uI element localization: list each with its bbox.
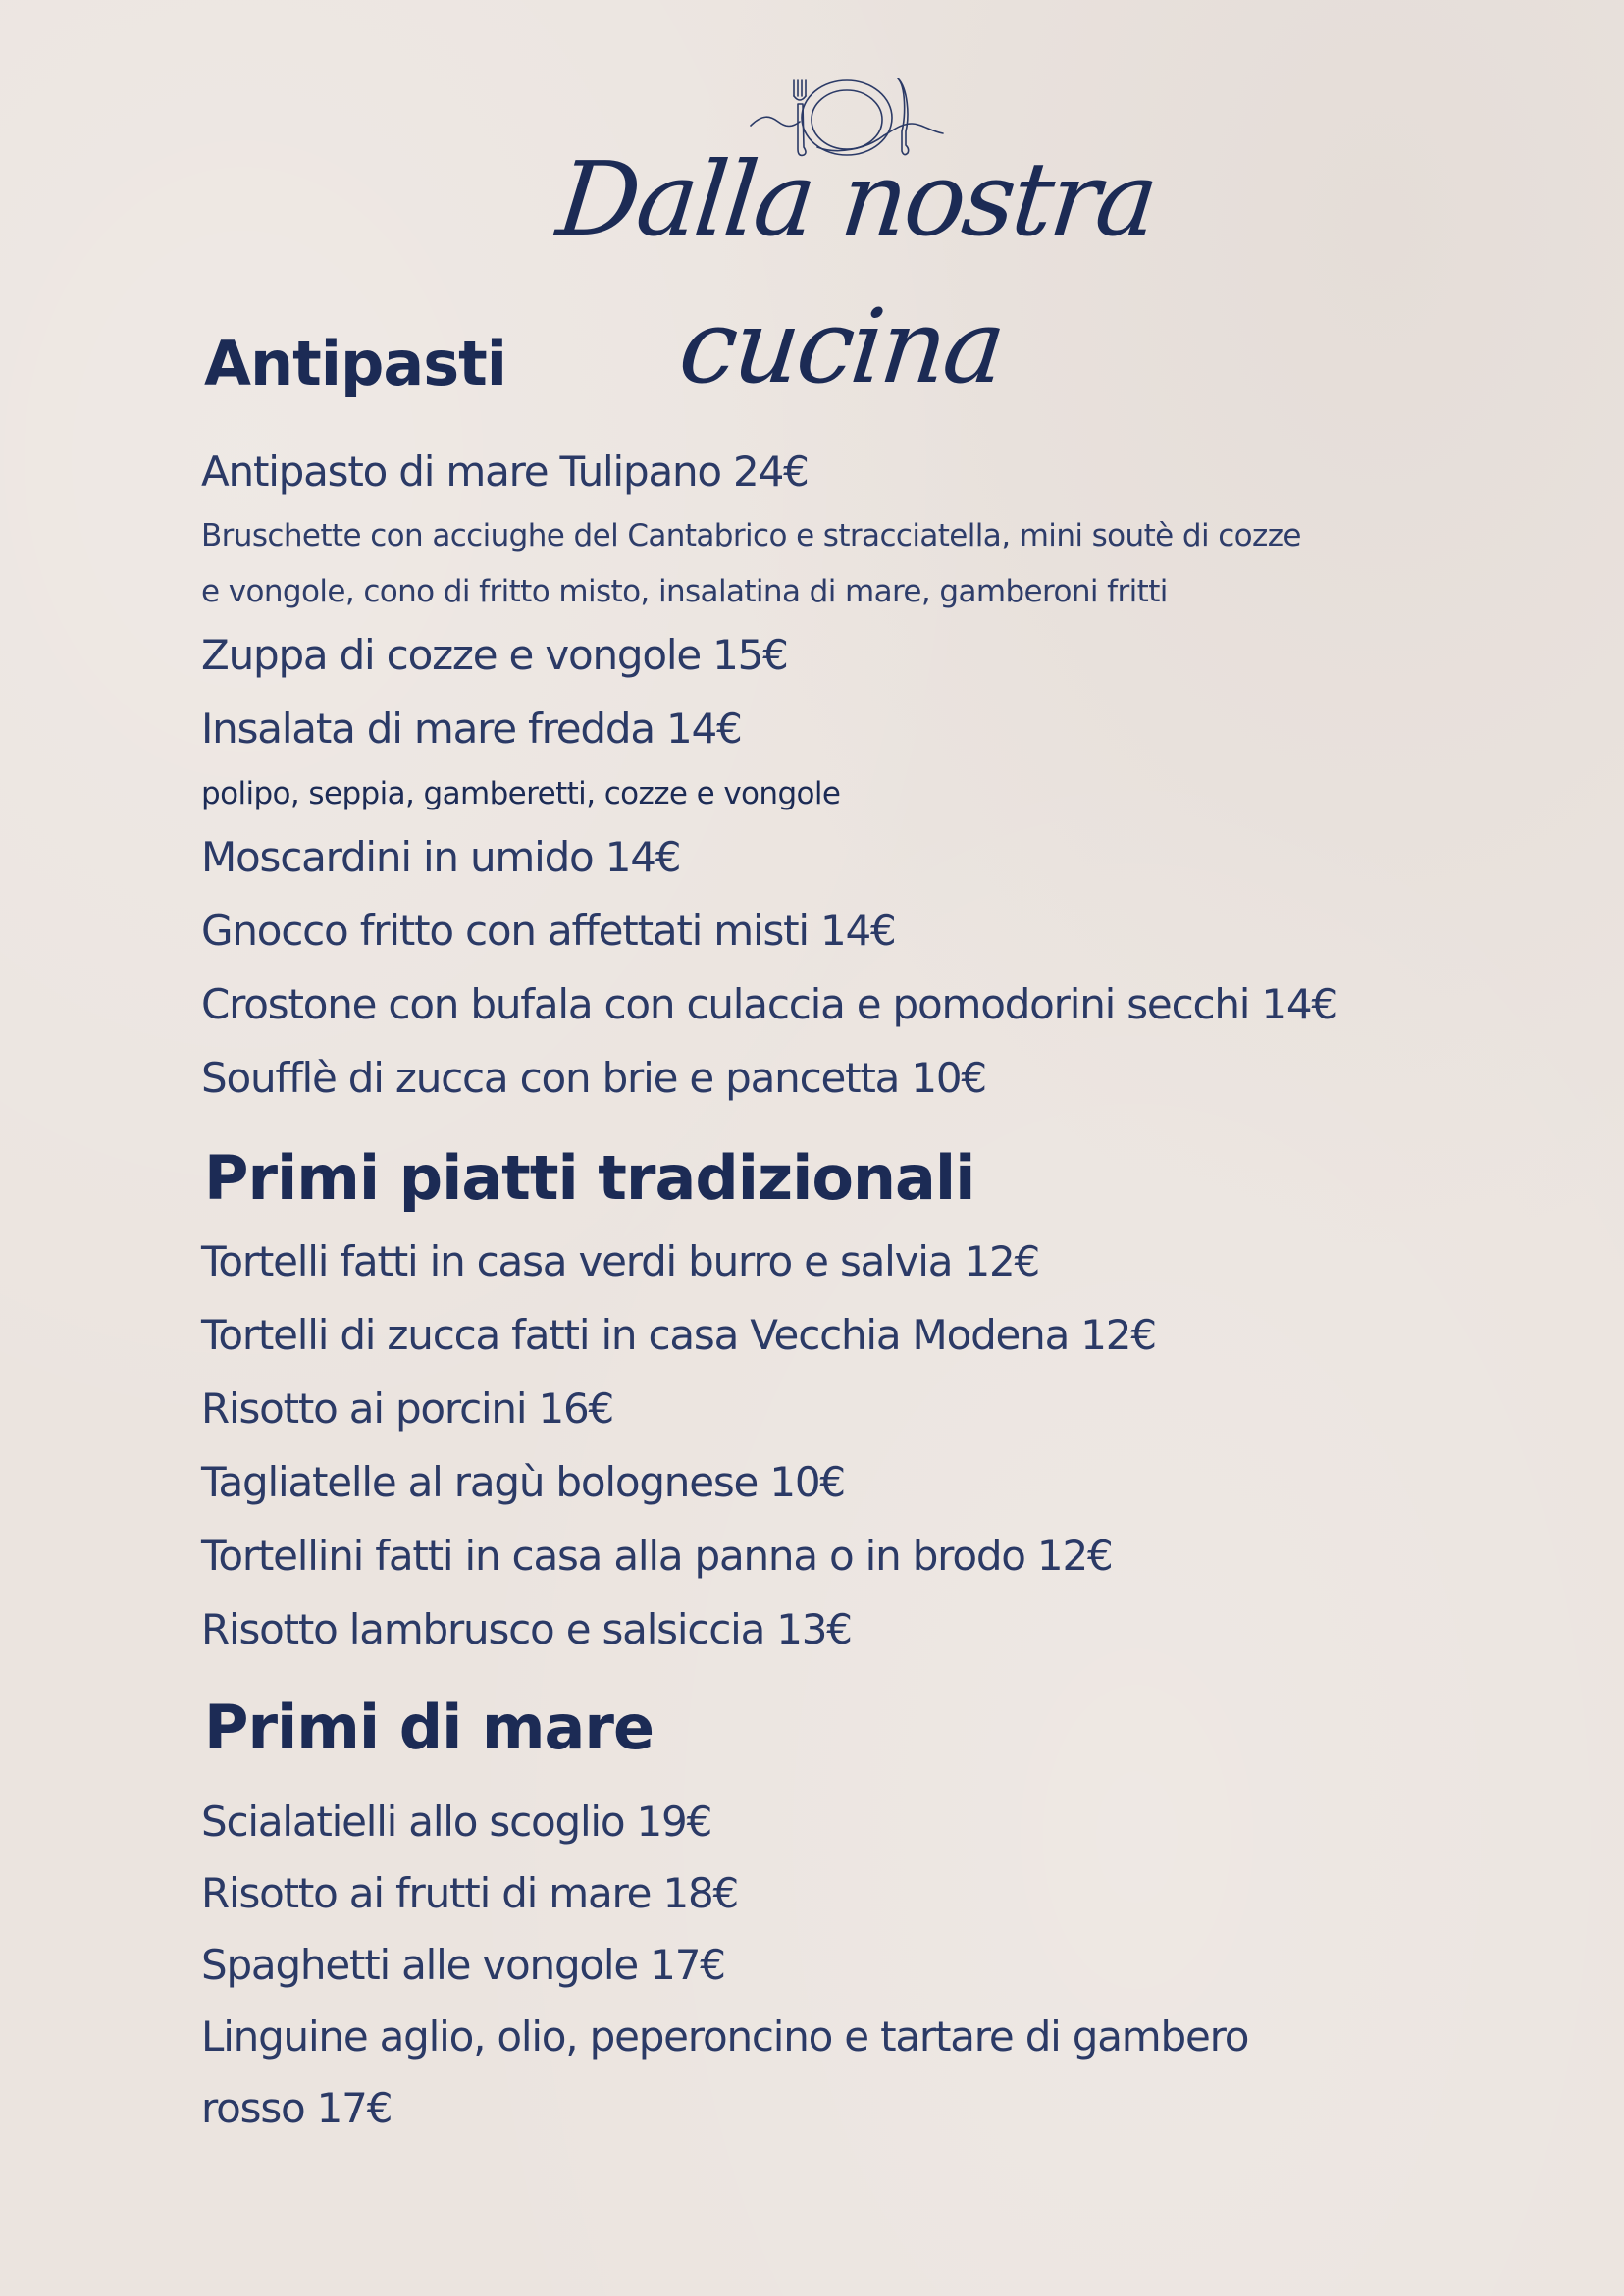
- menu-item: Tortelli di zucca fatti in casa Vecchia Modena 12€: [201, 1311, 1156, 1359]
- section-heading-primi-tradizionali: Primi piatti tradizionali: [204, 1142, 975, 1214]
- menu-item: Moscardini in umido 14€: [201, 833, 681, 881]
- menu-item: Tortelli fatti in casa verdi burro e salvia 12€: [201, 1237, 1040, 1285]
- menu-item: Soufflè di zucca con brie e pancetta 10€: [201, 1054, 986, 1102]
- menu-item: Risotto ai frutti di mare 18€: [201, 1869, 739, 1917]
- menu-item-description: polipo, seppia, gamberetti, cozze e vongole: [201, 776, 841, 811]
- section-heading-antipasti: Antipasti: [204, 328, 507, 399]
- menu-title: Dalla nostra cucina: [551, 139, 1162, 406]
- menu-item: Crostone con bufala con culaccia e pomodorini secchi 14€: [201, 980, 1336, 1028]
- menu-item-description: Bruschette con acciughe del Cantabrico e stracciatella, mini soutè di cozze: [201, 518, 1301, 553]
- menu-item: Antipasto di mare Tulipano 24€: [201, 447, 809, 496]
- menu-item: Risotto ai porcini 16€: [201, 1384, 614, 1433]
- menu-item: Gnocco fritto con affettati misti 14€: [201, 907, 896, 955]
- menu-item-continued: rosso 17€: [201, 2084, 393, 2132]
- menu-item: Tagliatelle al ragù bolognese 10€: [201, 1458, 845, 1506]
- menu-item: Spaghetti alle vongole 17€: [201, 1941, 725, 1989]
- menu-item: Insalata di mare fredda 14€: [201, 704, 742, 753]
- menu-item: Tortellini fatti in casa alla panna o in brodo 12€: [201, 1532, 1113, 1580]
- menu-item: Risotto lambrusco e salsiccia 13€: [201, 1605, 852, 1653]
- menu-item: Zuppa di cozze e vongole 15€: [201, 631, 788, 679]
- menu-item: Scialatielli allo scoglio 19€: [201, 1798, 712, 1846]
- menu-item: Linguine aglio, olio, peperoncino e tartare di gambero: [201, 2012, 1249, 2061]
- section-heading-primi-di-mare: Primi di mare: [204, 1692, 654, 1763]
- menu-item-description: e vongole, cono di fritto misto, insalatina di mare, gamberoni fritti: [201, 574, 1168, 609]
